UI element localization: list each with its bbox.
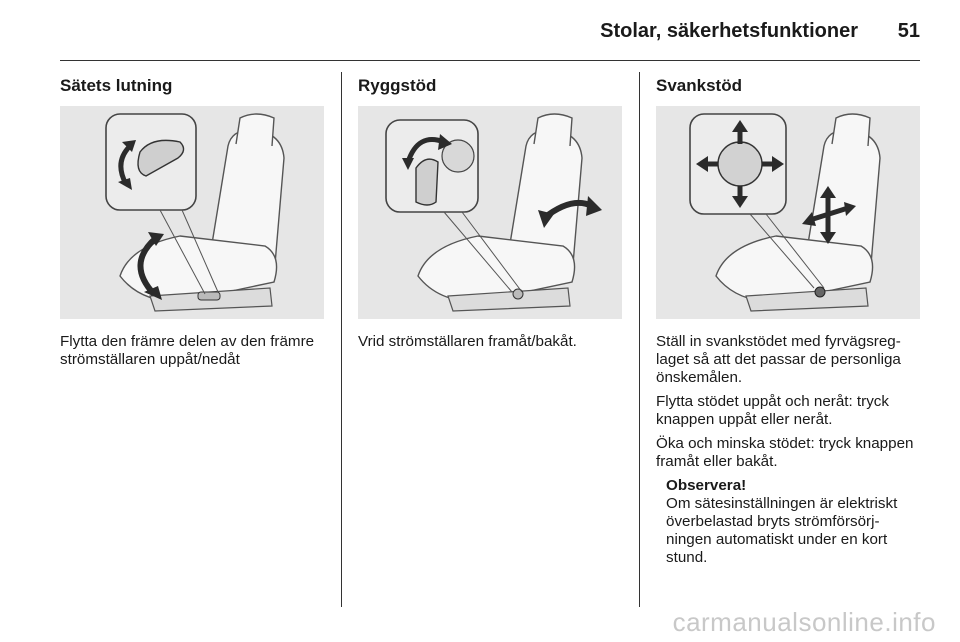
section-seat-tilt xyxy=(60,72,324,375)
paragraph: Öka och minska stödet: tryck knappen framåt eller bakåt. xyxy=(656,435,914,470)
paragraph: Vrid strömställaren framåt/bakåt. xyxy=(358,333,577,350)
section-body xyxy=(60,333,324,369)
backrest-illustration xyxy=(358,106,622,319)
page-header-title: Stolar, säkerhetsfunktioner xyxy=(600,20,858,42)
section-backrest xyxy=(358,72,622,357)
section-body xyxy=(656,333,920,567)
section-lumbar-support xyxy=(656,72,920,567)
paragraph: Flytta stödet uppåt och neråt: tryck knappen uppåt eller neråt. xyxy=(656,393,889,428)
page-number: 51 xyxy=(897,20,920,42)
paragraph: Ställ in svankstödet med fyrvägsreglaget så att det passar de personliga önskemålen. xyxy=(656,333,901,386)
watermark: carmanualsonline.info xyxy=(672,607,936,637)
seat-tilt-illustration xyxy=(60,106,324,319)
section-title: Svankstöd xyxy=(656,76,742,95)
note-box xyxy=(666,477,920,567)
page-header xyxy=(60,0,920,61)
section-body xyxy=(358,333,622,351)
note-text: Om sätesinställningen är elektriskt överbelastad bryts strömförsörjningen automatiskt under en kort stund. xyxy=(666,495,898,566)
lumbar-support-illustration xyxy=(656,106,920,319)
section-title: Sätets lutning xyxy=(60,76,173,95)
column-divider xyxy=(341,72,342,607)
section-title: Ryggstöd xyxy=(358,76,437,95)
note-title: Observera! xyxy=(666,477,747,494)
paragraph: Flytta den främre delen av den främre strömställaren uppåt/nedåt xyxy=(60,333,315,368)
column-divider xyxy=(639,72,640,607)
